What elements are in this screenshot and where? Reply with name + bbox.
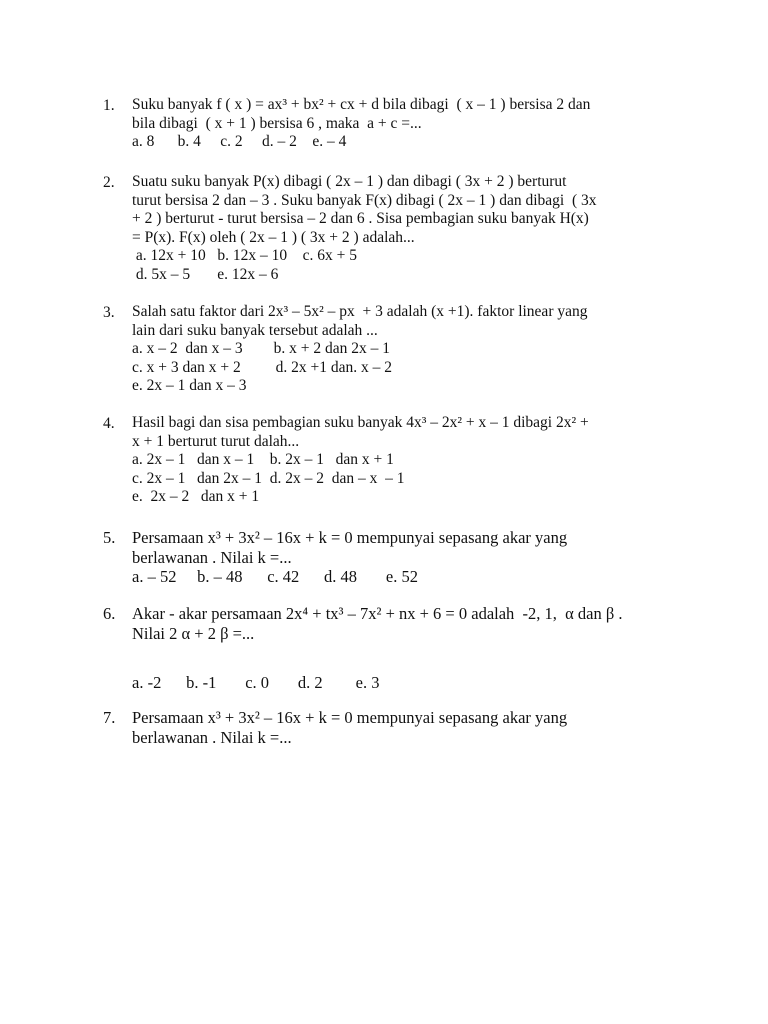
question-number: 7. [103, 708, 116, 727]
question-line: x + 1 berturut turut dalah... [132, 432, 300, 450]
question-body [132, 414, 672, 507]
answer-options: a. 8 b. 4 c. 2 d. – 2 e. – 4 [132, 133, 347, 151]
question-line: Suatu suku banyak P(x) dibagi ( 2x – 1 ) dan dibagi ( 3x + 2 ) berturut [132, 173, 567, 190]
question-line: = P(x). F(x) oleh ( 2x – 1 ) ( 3x + 2 ) adalah... [132, 228, 415, 246]
question-line: Suku banyak f ( x ) = ax³ + bx² + cx + d bila dibagi ( x – 1 ) bersisa 2 dan [132, 96, 591, 113]
answer-options: e. 2x – 1 dan x – 3 [132, 377, 247, 395]
answer-options: a. -2 b. -1 c. 0 d. 2 e. 3 [132, 673, 380, 692]
question-line: Persamaan x³ + 3x² – 16x + k = 0 mempunyai sepasang akar yang [132, 708, 568, 727]
answer-options: a. 2x – 1 dan x – 1 b. 2x – 1 dan x + 1 [132, 451, 394, 469]
answer-options: a. – 52 b. – 48 c. 42 d. 48 e. 52 [132, 567, 418, 586]
answer-options: e. 2x – 2 dan x + 1 [132, 488, 260, 506]
question-number: 5. [103, 528, 116, 547]
question-line: bila dibagi ( x + 1 ) bersisa 6 , maka a + c =... [132, 114, 422, 132]
answer-options: d. 5x – 5 e. 12x – 6 [132, 265, 279, 283]
question-body [132, 96, 672, 152]
question-line: Akar - akar persamaan 2x⁴ + tx³ – 7x² + nx + 6 = 0 adalah -2, 1, α dan β . [132, 604, 623, 623]
question-body [132, 173, 672, 285]
question-line: Persamaan x³ + 3x² – 16x + k = 0 mempunyai sepasang akar yang [132, 528, 568, 547]
answer-options: c. 2x – 1 dan 2x – 1 d. 2x – 2 dan – x – 1 [132, 469, 405, 487]
question-line: Hasil bagi dan sisa pembagian suku banyak 4x³ – 2x² + x – 1 dibagi 2x² + [132, 414, 589, 431]
question-body [132, 708, 672, 747]
question-line: turut bersisa 2 dan – 3 . Suku banyak F(x) dibagi ( 2x – 1 ) dan dibagi ( 3x [132, 191, 597, 209]
question-number: 4. [103, 415, 115, 432]
blank-line [132, 643, 672, 673]
question-line: + 2 ) berturut - turut bersisa – 2 dan 6 . Sisa pembagian suku banyak H(x) [132, 210, 589, 228]
question-line: Salah satu faktor dari 2x³ – 5x² – px + 3 adalah (x +1). faktor linear yang [132, 303, 588, 320]
question-body [132, 528, 672, 587]
question-number: 3. [103, 304, 115, 321]
question-body [132, 604, 672, 693]
question-number: 2. [103, 174, 115, 191]
answer-options: c. x + 3 dan x + 2 d. 2x +1 dan. x – 2 [132, 358, 392, 376]
answer-options: a. x – 2 dan x – 3 b. x + 2 dan 2x – 1 [132, 340, 391, 358]
question-number: 1. [103, 97, 115, 114]
question-number: 6. [103, 604, 116, 623]
question-line: Nilai 2 α + 2 β =... [132, 623, 255, 643]
question-body [132, 303, 672, 396]
answer-options: a. 12x + 10 b. 12x – 10 c. 6x + 5 [132, 247, 357, 265]
question-line: lain dari suku banyak tersebut adalah ... [132, 321, 378, 339]
question-line: berlawanan . Nilai k =... [132, 547, 292, 567]
question-line: berlawanan . Nilai k =... [132, 727, 292, 747]
